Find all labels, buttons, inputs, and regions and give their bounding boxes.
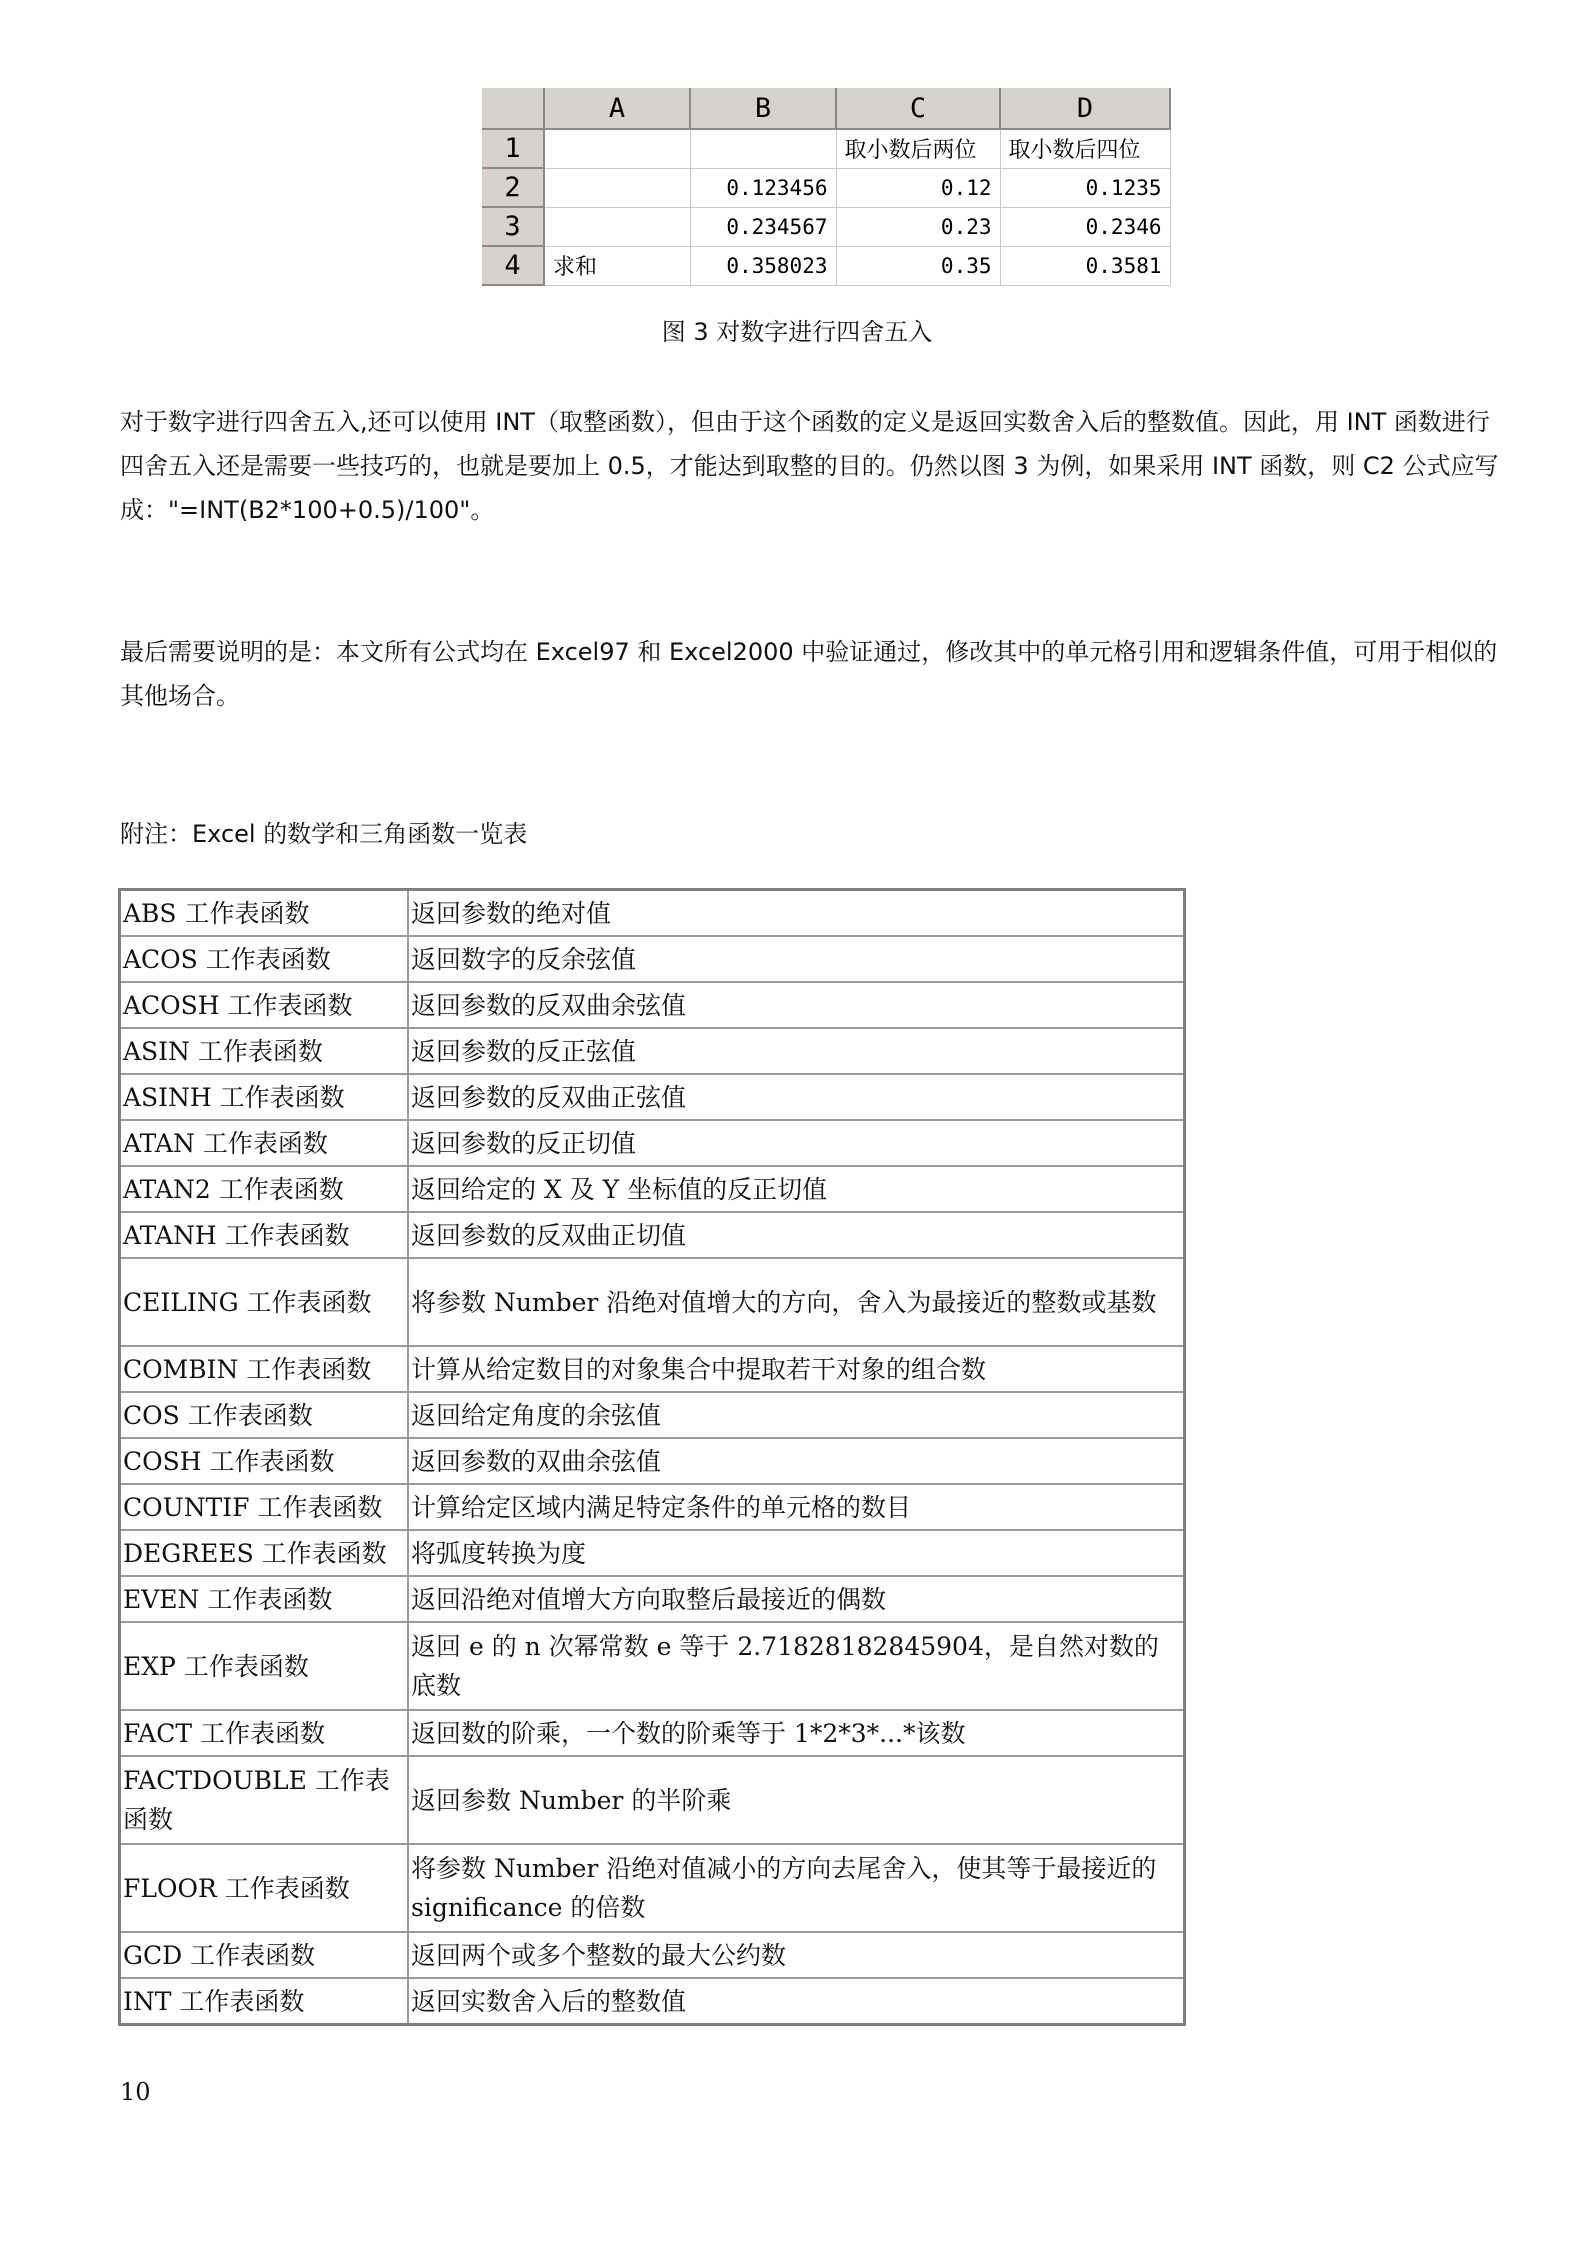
function-list-table [118,888,1186,2026]
function-name: CEILING 工作表函数 [120,1258,409,1346]
function-name: EVEN 工作表函数 [120,1576,409,1622]
function-description: 将弧度转换为度 [408,1530,1185,1576]
function-description: 返回参数的绝对值 [408,890,1185,937]
function-name: FLOOR 工作表函数 [120,1844,409,1932]
function-description: 将参数 Number 沿绝对值减小的方向去尾舍入，使其等于最接近的 significance 的倍数 [408,1844,1185,1932]
row-number: 1 [482,129,544,168]
function-row [120,1484,1185,1530]
function-name: ACOS 工作表函数 [120,936,409,982]
sheet-row-2 [482,168,1170,207]
paragraph-note [120,630,1510,718]
function-description: 返回给定的 X 及 Y 坐标值的反正切值 [408,1166,1185,1212]
spreadsheet-figure [482,88,1170,286]
function-description: 返回数字的反余弦值 [408,936,1185,982]
function-description: 返回参数的反正切值 [408,1120,1185,1166]
cell-a4: 求和 [544,246,690,285]
function-row [120,1530,1185,1576]
sheet-row-1 [482,129,1170,168]
function-description: 返回参数的反双曲余弦值 [408,982,1185,1028]
cell-a2 [544,168,690,207]
cell-c1: 取小数后两位 [836,129,1000,168]
column-header-a: A [544,88,690,129]
function-name: DEGREES 工作表函数 [120,1530,409,1576]
cell-d2: 0.1235 [1000,168,1170,207]
function-row [120,1028,1185,1074]
cell-c4: 0.35 [836,246,1000,285]
function-row [120,1438,1185,1484]
function-name: EXP 工作表函数 [120,1622,409,1710]
function-name: COSH 工作表函数 [120,1438,409,1484]
paragraph-int-rounding [120,400,1510,532]
paragraph-text: 对于数字进行四舍五入,还可以使用 INT（取整函数），但由于这个函数的定义是返回实数舍入后的整数值。因此，用 INT 函数进行四舍五入还是需要一些技巧的，也就是要加上 0.5，才能达到取整的目的。仍然以图 3 为例，如果采用 INT 函数，则 C2 公式应写成："=INT(B2*100+0.5)/100"。 [120,408,1499,524]
row-number: 3 [482,207,544,246]
function-row [120,982,1185,1028]
row-number: 4 [482,246,544,285]
function-row [120,1166,1185,1212]
column-header-b: B [690,88,836,129]
function-description: 返回沿绝对值增大方向取整后最接近的偶数 [408,1576,1185,1622]
cell-d4: 0.3581 [1000,246,1170,285]
function-row [120,890,1185,937]
function-row [120,1978,1185,2025]
function-description: 返回实数舍入后的整数值 [408,1978,1185,2025]
corner-cell [482,88,544,129]
function-name: COMBIN 工作表函数 [120,1346,409,1392]
function-row [120,1576,1185,1622]
function-description: 计算给定区域内满足特定条件的单元格的数目 [408,1484,1185,1530]
function-description: 返回参数 Number 的半阶乘 [408,1756,1185,1844]
cell-d3: 0.2346 [1000,207,1170,246]
function-description: 返回 e 的 n 次幂常数 e 等于 2.71828182845904，是自然对数的底数 [408,1622,1185,1710]
function-row [120,1212,1185,1258]
function-name: ASINH 工作表函数 [120,1074,409,1120]
cell-b3: 0.234567 [690,207,836,246]
sheet-row-3 [482,207,1170,246]
page-number: 10 [120,2078,151,2106]
function-name: COS 工作表函数 [120,1392,409,1438]
spreadsheet-grid [482,88,1171,286]
cell-a3 [544,207,690,246]
function-row [120,1120,1185,1166]
function-description: 将参数 Number 沿绝对值增大的方向，舍入为最接近的整数或基数 [408,1258,1185,1346]
cell-d1: 取小数后四位 [1000,129,1170,168]
function-name: ATAN 工作表函数 [120,1120,409,1166]
function-row [120,936,1185,982]
function-row [120,1622,1185,1710]
figure-caption: 图 3 对数字进行四舍五入 [661,318,933,346]
function-row [120,1844,1185,1932]
cell-c3: 0.23 [836,207,1000,246]
function-name: FACT 工作表函数 [120,1710,409,1756]
function-row [120,1258,1185,1346]
function-name: ABS 工作表函数 [120,890,409,937]
function-name: ATANH 工作表函数 [120,1212,409,1258]
column-header-d: D [1000,88,1170,129]
column-header-row [482,88,1170,129]
function-description: 返回参数的反正弦值 [408,1028,1185,1074]
function-name: FACTDOUBLE 工作表函数 [120,1756,409,1844]
function-row [120,1710,1185,1756]
cell-b2: 0.123456 [690,168,836,207]
function-description: 返回参数的反双曲正切值 [408,1212,1185,1258]
function-description: 返回两个或多个整数的最大公约数 [408,1932,1185,1978]
function-description: 返回给定角度的余弦值 [408,1392,1185,1438]
appendix-heading-text: 附注：Excel 的数学和三角函数一览表 [120,820,528,848]
appendix-heading [120,812,1510,856]
function-row [120,1756,1185,1844]
function-row [120,1074,1185,1120]
function-description: 返回参数的双曲余弦值 [408,1438,1185,1484]
function-name: ACOSH 工作表函数 [120,982,409,1028]
function-name: COUNTIF 工作表函数 [120,1484,409,1530]
function-row [120,1346,1185,1392]
cell-c2: 0.12 [836,168,1000,207]
cell-a1 [544,129,690,168]
cell-b4: 0.358023 [690,246,836,285]
column-header-c: C [836,88,1000,129]
function-description: 计算从给定数目的对象集合中提取若干对象的组合数 [408,1346,1185,1392]
function-row [120,1932,1185,1978]
function-row [120,1392,1185,1438]
function-description: 返回参数的反双曲正弦值 [408,1074,1185,1120]
row-number: 2 [482,168,544,207]
function-name: ASIN 工作表函数 [120,1028,409,1074]
paragraph-text: 最后需要说明的是：本文所有公式均在 Excel97 和 Excel2000 中验证通过，修改其中的单元格引用和逻辑条件值，可用于相似的其他场合。 [120,638,1498,710]
sheet-row-4 [482,246,1170,285]
function-name: INT 工作表函数 [120,1978,409,2025]
function-description: 返回数的阶乘，一个数的阶乘等于 1*2*3*...*该数 [408,1710,1185,1756]
cell-b1 [690,129,836,168]
function-name: GCD 工作表函数 [120,1932,409,1978]
function-name: ATAN2 工作表函数 [120,1166,409,1212]
